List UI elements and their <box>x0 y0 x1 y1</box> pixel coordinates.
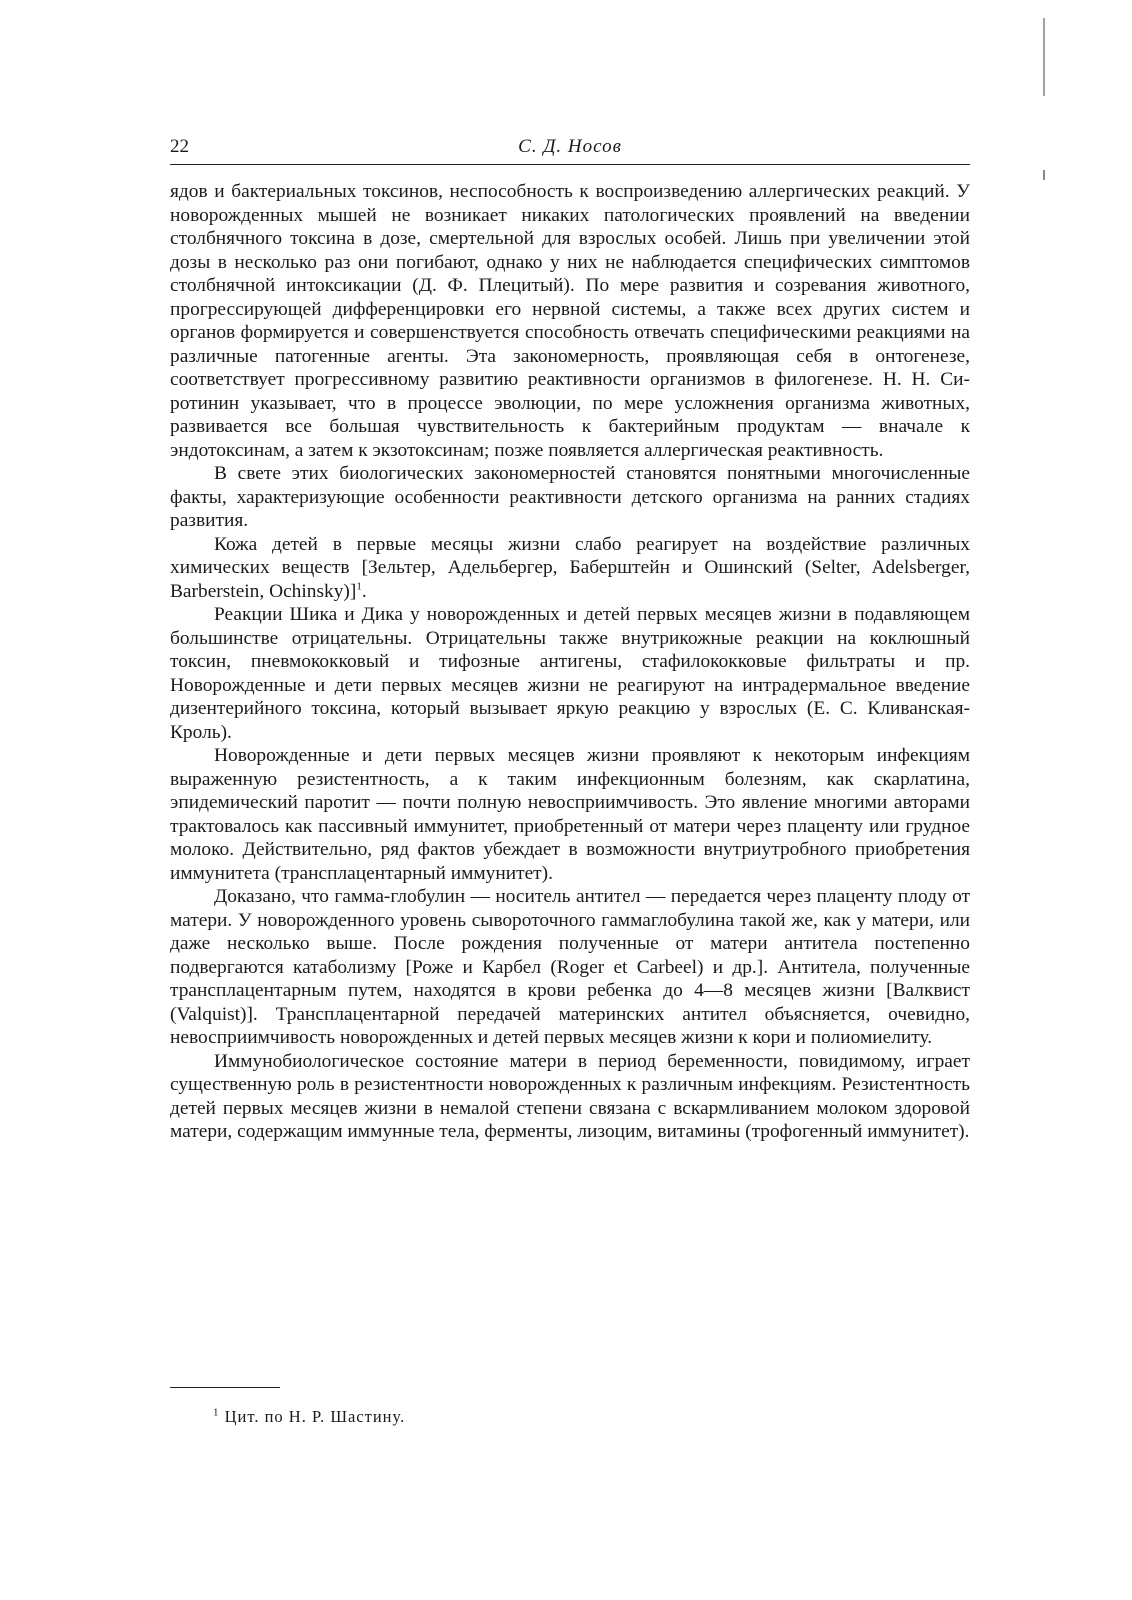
page-number: 22 <box>170 136 189 157</box>
paragraph-4: Реакции Шика и Дика у новорожденных и детей первых месяцев жизни в подавляющем большинстве отрицательны. Отрицательны также внутрикожные реакции на коклюшный токсин, пневмококковый и тифозные антигены, стафилококковые фильтраты и пр. Новорожденные и дети первых месяцев жизни не реагируют на интрадермальное введение дизентерийного токсина, который вызывает яркую реакцию у взрослых (Е. С. Кливанская-Кроль). <box>170 604 970 743</box>
footnote-marker: 1 <box>213 1406 220 1419</box>
main-text <box>170 180 970 1144</box>
paragraph-3-tail: . <box>361 580 367 602</box>
paragraph-6: Доказано, что гамма-глобулин — носитель антител — передается через плаценту плоду от матери. У новорожденного уровень сывороточного гаммаглобулина такой же, как у матери, или даже несколько выше. После рождения полученные от матери антитела постепенно подвергаются катаболизму [Роже и Карбел (Roger et Carbeel) и др.]. Антитела, полученные трансплацентарным путем, находятся в крови ребенка до 4—8 месяцев жизни [Валквист (Valquist)]. Трансплацентарной передачей материнских антител объясняется, очевидно, невосприимчивость новорожденных и детей первых месяцев жизни к кори и полиомиелиту. <box>170 886 970 1048</box>
paragraph-2: В свете этих биологических закономерностей становятся понятными многочисленные факты, характеризующие особенности реактивности детского организма на ранних стадиях развития. <box>170 463 970 531</box>
paragraph-7: Иммунобиологическое состояние матери в период беременности, повидимому, играет существенную роль в резистентности новорожденных к различным инфекциям. Резистентность детей первых месяцев жизни в немалой степени связана с вскармливанием молоком здоровой матери, содержащим иммунные тела, ферменты, лизоцим, витамины (трофогенный иммунитет). <box>170 1050 970 1142</box>
running-title: С. Д. Носов <box>518 136 622 157</box>
scan-artifact-mark <box>1043 18 1045 96</box>
paragraph-3 <box>170 533 970 604</box>
footnote-divider <box>170 1387 280 1388</box>
paragraph-3-text: Кожа детей в первые месяцы жизни слабо реагирует на воздействие различных химических веществ [Зельтер, Адельбергер, Баберштейн и Ошинский (Selter, Adelsberger, Barberstein, Ochinsky)] <box>170 533 970 602</box>
footnote-text: Цит. по Н. Р. Шастину. <box>224 1407 406 1426</box>
footnote-reference[interactable]: 1 <box>356 580 362 593</box>
scan-artifact-dot <box>1043 170 1045 180</box>
page-header <box>170 134 970 165</box>
paragraph-1: ядов и бактериальных токсинов, неспособность к воспроизведению аллергических реакций. У новорожденных мышей не возникает никаких патологических проявлений на введении столбнячного токсина в дозе, смертельной для взрослых особей. Лишь при увеличении этой дозы в несколько раз они погибают, однако у них не наблюдается специфических симптомов столбнячной интоксикации (Д. Ф. Плецитый). По мере развития и созревания животного, прогрессирующей дифференцировки его нервной системы, а также всех других систем и органов формируется и совершенствуется способность отвечать специфическими реакциями на различные патогенные агенты. Эта закономерность, проявляющая себя в онтогенезе, соответствует прогрессивному развитию реактивности организмов в филогенезе. Н. Н. Сиротинин указывает, что в процессе эволюции, по мере усложнения организма животных, развивается все большая чувствительность к бактерийным продуктам — вначале к эндотоксинам, а затем к экзотоксинам; позже появляется аллергическая реактивность. <box>170 181 970 461</box>
paragraph-5: Новорожденные и дети первых месяцев жизни проявляют к некоторым инфекциям выраженную резистентность, а к таким инфекционным болезням, как скарлатина, эпидемический паротит — почти полную невосприимчивость. Это явление многими авторами трактовалось как пассивный иммунитет, приобретенный от матери через плаценту или грудное молоко. Действительно, ряд фактов убеждает в возможности внутриутробного приобретения иммунитета (трансплацентарный иммунитет). <box>170 745 970 884</box>
footnote <box>213 1407 405 1427</box>
